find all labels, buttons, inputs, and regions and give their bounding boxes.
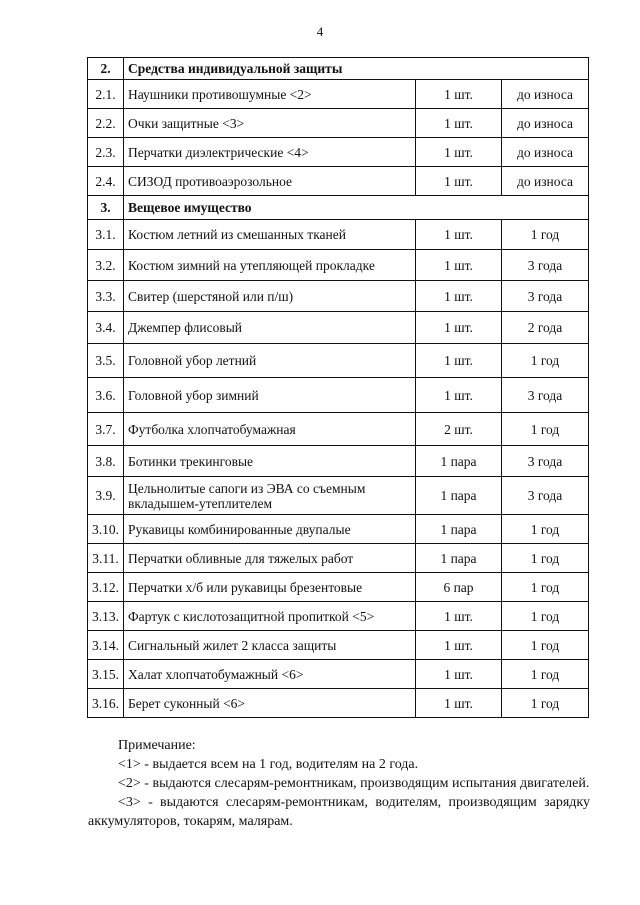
item-term: 1 год [502,602,589,631]
item-number: 3.11. [88,544,124,573]
section-title: Вещевое имущество [124,196,589,220]
table-row [88,250,589,281]
item-quantity: 1 пара [416,515,502,544]
table-row [88,573,589,602]
item-name: СИЗОД противоаэрозольное [124,167,416,196]
item-number: 3.4. [88,312,124,344]
item-name: Фартук с кислотозащитной пропиткой <5> [124,602,416,631]
item-name: Халат хлопчатобумажный <6> [124,660,416,689]
notes-heading: Примечание: [118,738,196,753]
table-row [88,477,589,515]
item-term: 3 года [502,477,589,515]
table-row [88,344,589,378]
section-title: Средства индивидуальной защиты [124,58,589,80]
table-row [88,515,589,544]
item-term: 3 года [502,250,589,281]
item-quantity: 1 шт. [416,344,502,378]
item-quantity: 1 пара [416,477,502,515]
table-row [88,167,589,196]
table-row [88,544,589,573]
section-number: 3. [88,196,124,220]
item-number: 3.7. [88,413,124,446]
item-name: Цельнолитые сапоги из ЭВА со съемным вкладышем-утеплителем [124,477,416,515]
item-term: 1 год [502,631,589,660]
item-name: Свитер (шерстяной или п/ш) [124,281,416,312]
item-name: Головной убор летний [124,344,416,378]
note-line: <2> - выдаются слесарям-ремонтникам, производящим испытания двигателей. [118,776,590,791]
item-name: Костюм летний из смешанных тканей [124,220,416,250]
item-term: 1 год [502,544,589,573]
table-row [88,109,589,138]
item-quantity: 1 шт. [416,80,502,109]
table-row [88,631,589,660]
item-quantity: 6 пар [416,573,502,602]
table-row [88,602,589,631]
item-name: Рукавицы комбинированные двупалые [124,515,416,544]
item-number: 2.3. [88,138,124,167]
item-term: 3 года [502,446,589,477]
item-quantity: 1 шт. [416,378,502,413]
item-number: 3.8. [88,446,124,477]
table-row [88,413,589,446]
item-quantity: 1 шт. [416,689,502,718]
item-number: 3.14. [88,631,124,660]
item-number: 3.3. [88,281,124,312]
item-number: 2.1. [88,80,124,109]
notes-block [88,736,590,831]
item-quantity: 2 шт. [416,413,502,446]
item-name: Берет суконный <6> [124,689,416,718]
item-term: 1 год [502,515,589,544]
item-name: Сигнальный жилет 2 класса защиты [124,631,416,660]
item-name: Джемпер флисовый [124,312,416,344]
item-number: 3.1. [88,220,124,250]
table-row [88,220,589,250]
item-term: 1 год [502,344,589,378]
item-number: 3.5. [88,344,124,378]
item-term: до износа [502,167,589,196]
table-row [88,446,589,477]
note-line: <1> - выдается всем на 1 год, водителям на 2 года. [118,757,419,772]
table-row [88,80,589,109]
section-header-row [88,58,589,80]
item-term: 3 года [502,378,589,413]
item-name: Очки защитные <3> [124,109,416,138]
item-term: 2 года [502,312,589,344]
equipment-table [87,57,589,718]
item-term: 1 год [502,660,589,689]
item-term: до износа [502,138,589,167]
section-header-row [88,196,589,220]
item-number: 3.2. [88,250,124,281]
item-name: Футболка хлопчатобумажная [124,413,416,446]
item-quantity: 1 шт. [416,312,502,344]
item-term: 1 год [502,413,589,446]
table-row [88,660,589,689]
item-quantity: 1 шт. [416,631,502,660]
item-quantity: 1 шт. [416,167,502,196]
item-quantity: 1 шт. [416,250,502,281]
item-number: 3.6. [88,378,124,413]
section-number: 2. [88,58,124,80]
item-term: 1 год [502,689,589,718]
item-number: 2.4. [88,167,124,196]
item-name: Костюм зимний на утепляющей прокладке [124,250,416,281]
item-name: Перчатки х/б или рукавицы брезентовые [124,573,416,602]
item-quantity: 1 шт. [416,660,502,689]
item-number: 3.10. [88,515,124,544]
item-number: 3.13. [88,602,124,631]
item-name: Перчатки диэлектрические <4> [124,138,416,167]
page-number: 4 [316,24,324,39]
item-name: Ботинки трекинговые [124,446,416,477]
item-quantity: 1 пара [416,446,502,477]
item-quantity: 1 шт. [416,220,502,250]
item-quantity: 1 шт. [416,109,502,138]
item-number: 3.9. [88,477,124,515]
item-number: 3.15. [88,660,124,689]
item-name: Перчатки обливные для тяжелых работ [124,544,416,573]
table-row [88,378,589,413]
item-number: 2.2. [88,109,124,138]
item-name: Головной убор зимний [124,378,416,413]
table-row [88,689,589,718]
item-term: до износа [502,80,589,109]
item-number: 3.16. [88,689,124,718]
item-name: Наушники противошумные <2> [124,80,416,109]
item-term: 1 год [502,220,589,250]
note-line: <3> - выдаются слесарям-ремонтникам, водителям, производящим зарядку аккумуляторов, токарям, малярам. [88,795,590,829]
item-term: 1 год [502,573,589,602]
table-row [88,138,589,167]
item-quantity: 1 шт. [416,281,502,312]
item-quantity: 1 пара [416,544,502,573]
item-term: до износа [502,109,589,138]
item-number: 3.12. [88,573,124,602]
item-quantity: 1 шт. [416,602,502,631]
table-row [88,312,589,344]
table-row [88,281,589,312]
item-term: 3 года [502,281,589,312]
item-quantity: 1 шт. [416,138,502,167]
